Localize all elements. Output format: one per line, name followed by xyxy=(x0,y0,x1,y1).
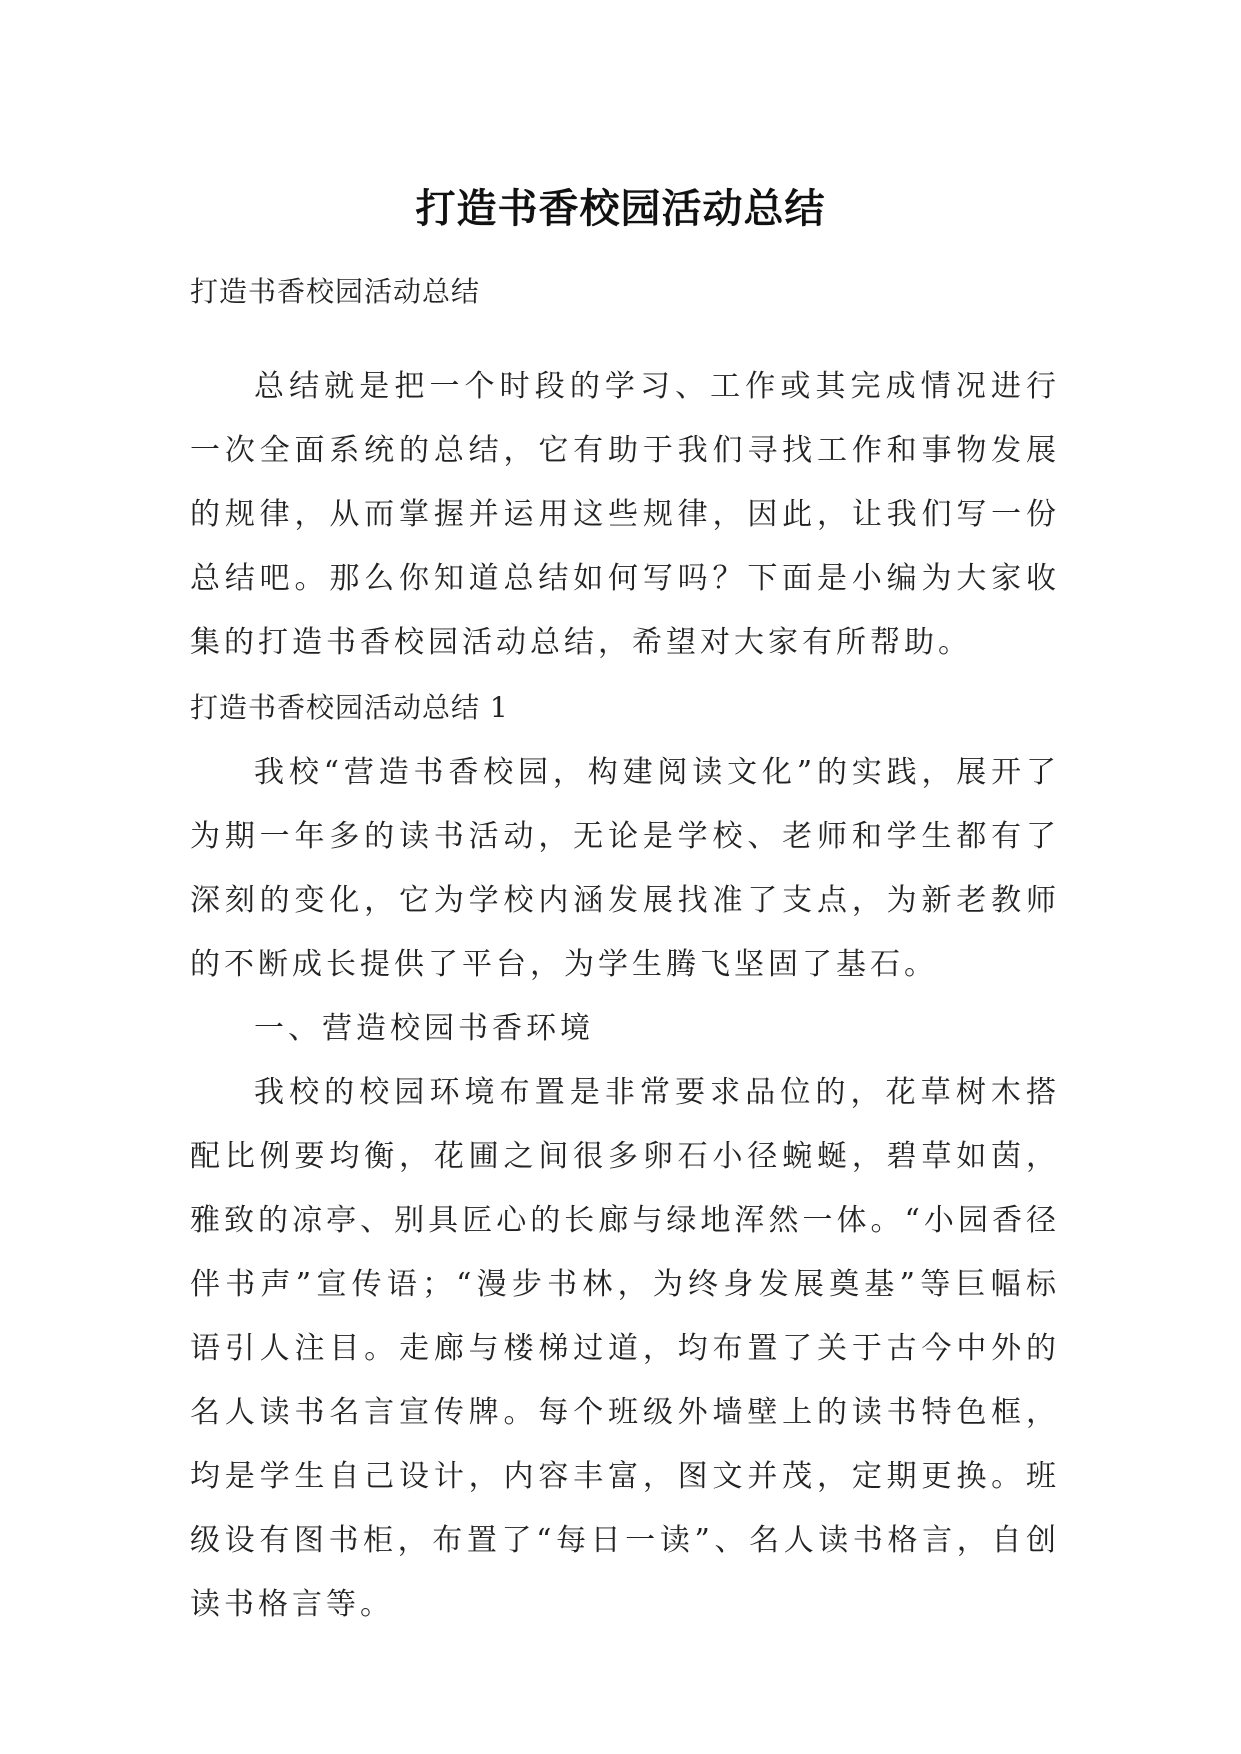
section-title: 打造书香校园活动总结 1 xyxy=(190,691,509,724)
intro-paragraph: 总结就是把一个时段的学习、工作或其完成情况进行一次全面系统的总结，它有助于我们寻找工作和事物发展的规律，从而掌握并运用这些规律，因此，让我们写一份总结吧。那么你知道总结如何写吗？下面是小编为大家收集的打造书香校园活动总结，希望对大家有所帮助。 xyxy=(190,369,1060,660)
body-paragraph-2: 我校的校园环境布置是非常要求品位的，花草树木搭配比例要均衡，花圃之间很多卵石小径蜿蜒，碧草如茵，雅致的凉亭、别具匠心的长廊与绿地浑然一体。“小园香径伴书声”宣传语；“漫步书林，为终身发展奠基”等巨幅标语引人注目。走廊与楼梯过道，均布置了关于古今中外的名人读书名言宣传牌。每个班级外墙壁上的读书特色框，均是学生自己设计，内容丰富，图文并茂，定期更换。班级设有图书柜，布置了“每日一读”、名人读书格言，自创读书格言等。 xyxy=(190,1075,1060,1622)
body-paragraph-1: 我校“营造书香校园，构建阅读文化”的实践，展开了为期一年多的读书活动，无论是学校、老师和学生都有了深刻的变化，它为学校内涵发展找准了支点，为新老教师的不断成长提供了平台，为学生腾飞坚固了基石。 xyxy=(190,755,1060,982)
document-subtitle: 打造书香校园活动总结 xyxy=(190,275,481,308)
document-title: 打造书香校园活动总结 xyxy=(415,184,826,232)
section-heading-1: 一、营造校园书香环境 xyxy=(254,1011,594,1046)
